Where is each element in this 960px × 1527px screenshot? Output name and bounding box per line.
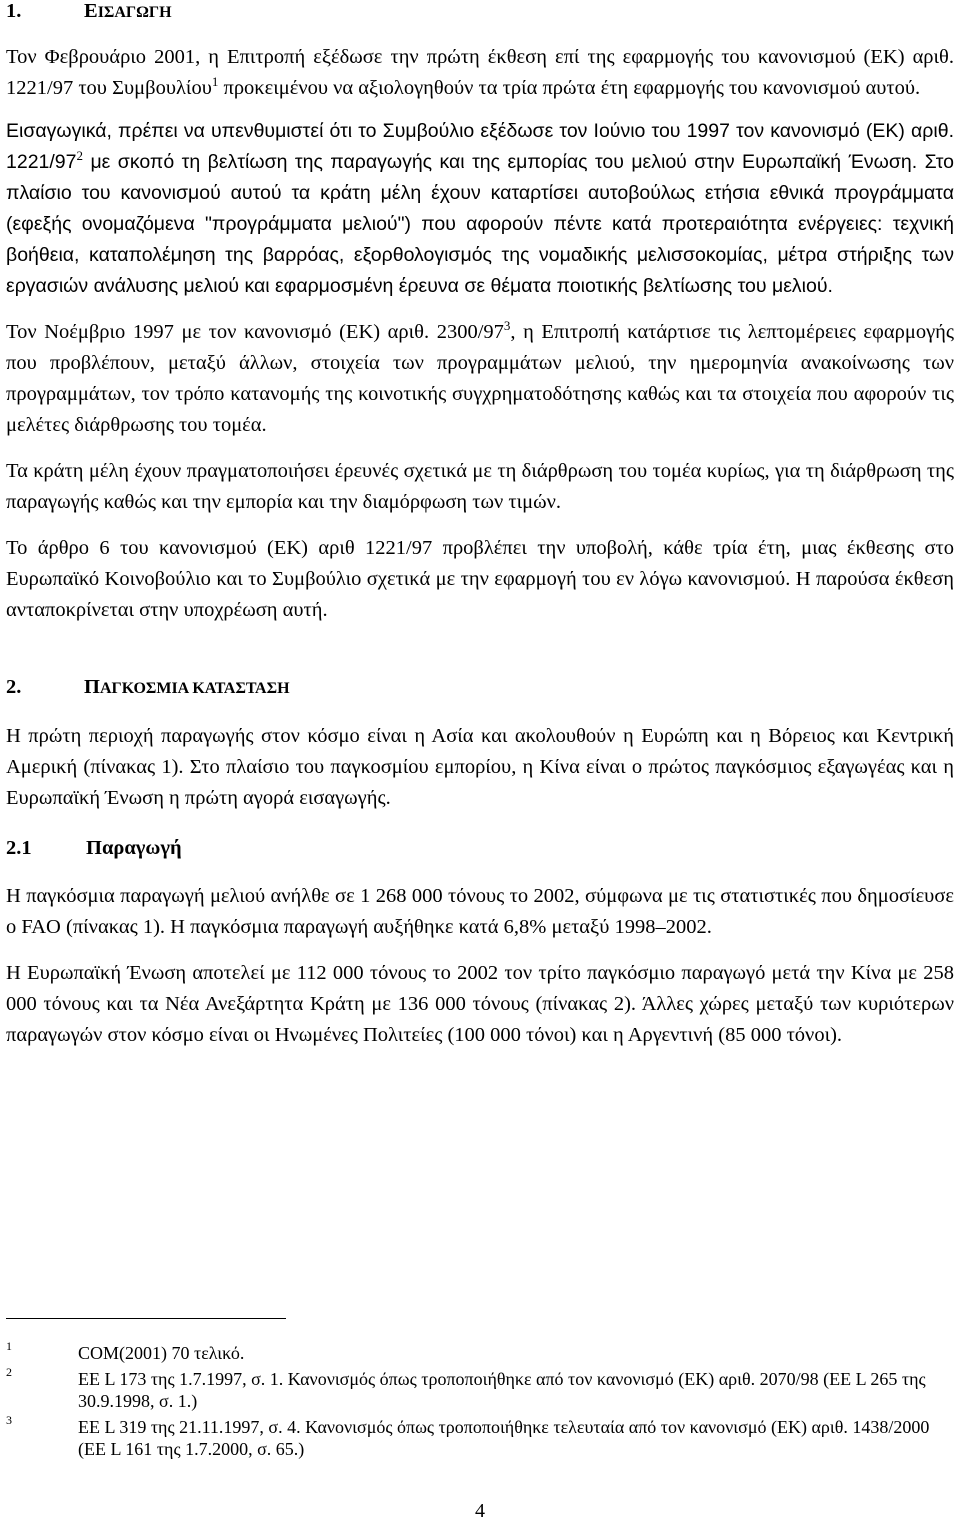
page-number: 4 [475, 1500, 485, 1522]
footnote-3 [6, 1413, 954, 1460]
footnote-1 [6, 1339, 954, 1364]
footnotes [6, 1339, 954, 1464]
footnote-separator [6, 1318, 286, 1319]
footnote-number: 2 [6, 1365, 12, 1379]
footnote-number: 3 [6, 1413, 12, 1427]
section-1-paragraph-4: Τα κράτη μέλη έχουν πραγματοποιήσει έρευνές σχετικά με τη διάρθρωση του τομέα κυρίως, για τη διάρθρωση της παραγωγής καθώς και την εμπορία και την διαμόρφωση των τιμών. [6, 460, 954, 513]
footnote-ref-3: 3 [503, 318, 511, 333]
paragraph-text: Τον Φεβρουάριο 2001, η Επιτροπή εξέδωσε την πρώτη έκθεση επί της εφαρμογής του κανονισμού (ΕΚ) αριθ. 1221/97 του Συμβουλίου [6, 46, 954, 99]
footnote-text: COM(2001) 70 τελικό. [78, 1343, 245, 1363]
paragraph-text: Στο πλαίσιο του κανονισμού αυτού τα κράτη μέλη έχουν καταρτίσει αυτοβούλως ετήσια εθνικά προγράμματα (εφεξής ονομαζόμενα "προγράμματα μελιού") που αφορούν πέντε κατά προτεραιότητα ενέργειες: τεχνική βοήθεια, καταπολέμηση της βαρρόας, εξορθολογισμός της νομαδικής μελισσοκομίας, μέτρα στήριξης των εργασιών ανάλυσης μελιού και εφαρμοσμένη έρευνα σε θέματα ποιοτικής βελτίωσης του μελιού. [6, 151, 955, 297]
footnote-ref-2: 2 [76, 148, 83, 163]
section-1-title-initial: Ε [84, 0, 98, 22]
section-1-title-rest: ΙΣΑΓΩΓΗ [97, 4, 172, 21]
section-2-heading [6, 672, 954, 703]
paragraph-text: , η Επιτροπή κατάρτισε τις λεπτομέρειες εφαρμογής που προβλέπουν, μεταξύ άλλων, στοιχεία των προγραμμάτων μελιού, την ημερομηνία ανακοίνωσης των προγραμμάτων, τον τρόπο κατανομής της κοινοτικής συγχρηματοδότησης καθώς και τα στοιχεία που αφορούν τις μελέτες διάρθρωσης του τομέα. [6, 321, 954, 436]
section-2-1-title: Παραγωγή [86, 837, 182, 859]
paragraph-text: Τον Νοέμβριο 1997 με τον κανονισμό (ΕΚ) αριθ. 2300/97 [6, 321, 504, 343]
section-1-number: 1. [6, 0, 22, 22]
footnote-2 [6, 1365, 954, 1412]
footnote-text: ΕΕ L 173 της 1.7.1997, σ. 1. Κανονισμός όπως τροποποιήθηκε από τον κανονισμό (ΕΚ) αριθ. 2070/98 (ΕΕ L 265 της 30.9.1998, σ. 1.) [78, 1369, 926, 1411]
paragraph-text: προκειμένου να αξιολογηθούν τα τρία πρώτα έτη εφαρμογής του κανονισμού αυτού. [218, 77, 921, 99]
section-1-paragraph-1 [6, 42, 954, 104]
section-2-title-rest: ΑΓΚΟΣΜΙΑ ΚΑΤΑΣΤΑΣΗ [99, 680, 290, 697]
section-1-paragraph-5: Το άρθρο 6 του κανονισμού (ΕΚ) αριθ 1221/97 προβλέπει την υποβολή, κάθε τρία έτη, μιας έκθεσης στο Ευρωπαϊκό Κοινοβούλιο και το Συμβούλιο σχετικά με την εφαρμογή του εν λόγω κανονισμού. Η παρούσα έκθεση ανταποκρίνεται στην υποχρέωση αυτή. [6, 537, 954, 621]
section-2-title-initial: Π [84, 676, 100, 698]
section-2-1-paragraph-2: Η Ευρωπαϊκή Ένωση αποτελεί με 112 000 τόνους το 2002 τον τρίτο παγκόσμιο παραγωγό μετά την Κίνα με 258 000 τόνους και τα Νέα Ανεξάρτητα Κράτη με 136 000 τόνους (πίνακας 2). Άλλες χώρες μεταξύ των κυριότερων παραγωγών στον κόσμο είναι οι Ηνωμένες Πολιτείες (100 000 τόνοι) και η Αργεντινή (85 000 τόνοι). [6, 962, 954, 1046]
section-2-paragraph-1: Η πρώτη περιοχή παραγωγής στον κόσμο είναι η Ασία και ακολουθούν η Ευρώπη και η Βόρειος και Κεντρική Αμερική (πίνακας 1). Στο πλαίσιο του παγκοσμίου εμπορίου, η Κίνα είναι ο πρώτος παγκόσμιος εξαγωγέας και η Ευρωπαϊκή Ένωση η πρώτη αγορά εισαγωγής. [6, 725, 954, 809]
paragraph-text: Εισαγωγικά, πρέπει να υπενθυμιστεί ότι το Συμβούλιο εξέδωσε τον Ιούνιο του 1997 τον κανονισμό (ΕΚ) αριθ. 1221/97 [6, 120, 954, 173]
document-page [6, 0, 954, 1051]
section-2-1-number: 2.1 [6, 837, 32, 859]
section-1-paragraph-2 [6, 116, 954, 302]
section-1-paragraph-3 [6, 317, 954, 441]
section-2-1-paragraph-1: Η παγκόσμια παραγωγή μελιού ανήλθε σε 1 268 000 τόνους το 2002, σύμφωνα με τις στατιστικές που δημοσίευσε ο FAO (πίνακας 1). Η παγκόσμια παραγωγή αυξήθηκε κατά 6,8% μεταξύ 1998–2002. [6, 885, 954, 938]
footnote-number: 1 [6, 1339, 12, 1353]
section-2-1-heading [6, 833, 954, 864]
section-1-heading [6, 0, 954, 27]
footnote-text: ΕΕ L 319 της 21.11.1997, σ. 4. Κανονισμός όπως τροποποιήθηκε τελευταία από τον κανονισμό (ΕΚ) αριθ. 1438/2000 (ΕΕ L 161 της 1.7.2000, σ. 65.) [78, 1417, 930, 1459]
paragraph-text: με σκοπό τη βελτίωση της παραγωγής και της εμπορίας του μελιού στην Ευρωπαϊκή Ένωση. [83, 151, 918, 173]
section-2-number: 2. [6, 676, 22, 698]
footnote-ref-1: 1 [211, 74, 219, 89]
